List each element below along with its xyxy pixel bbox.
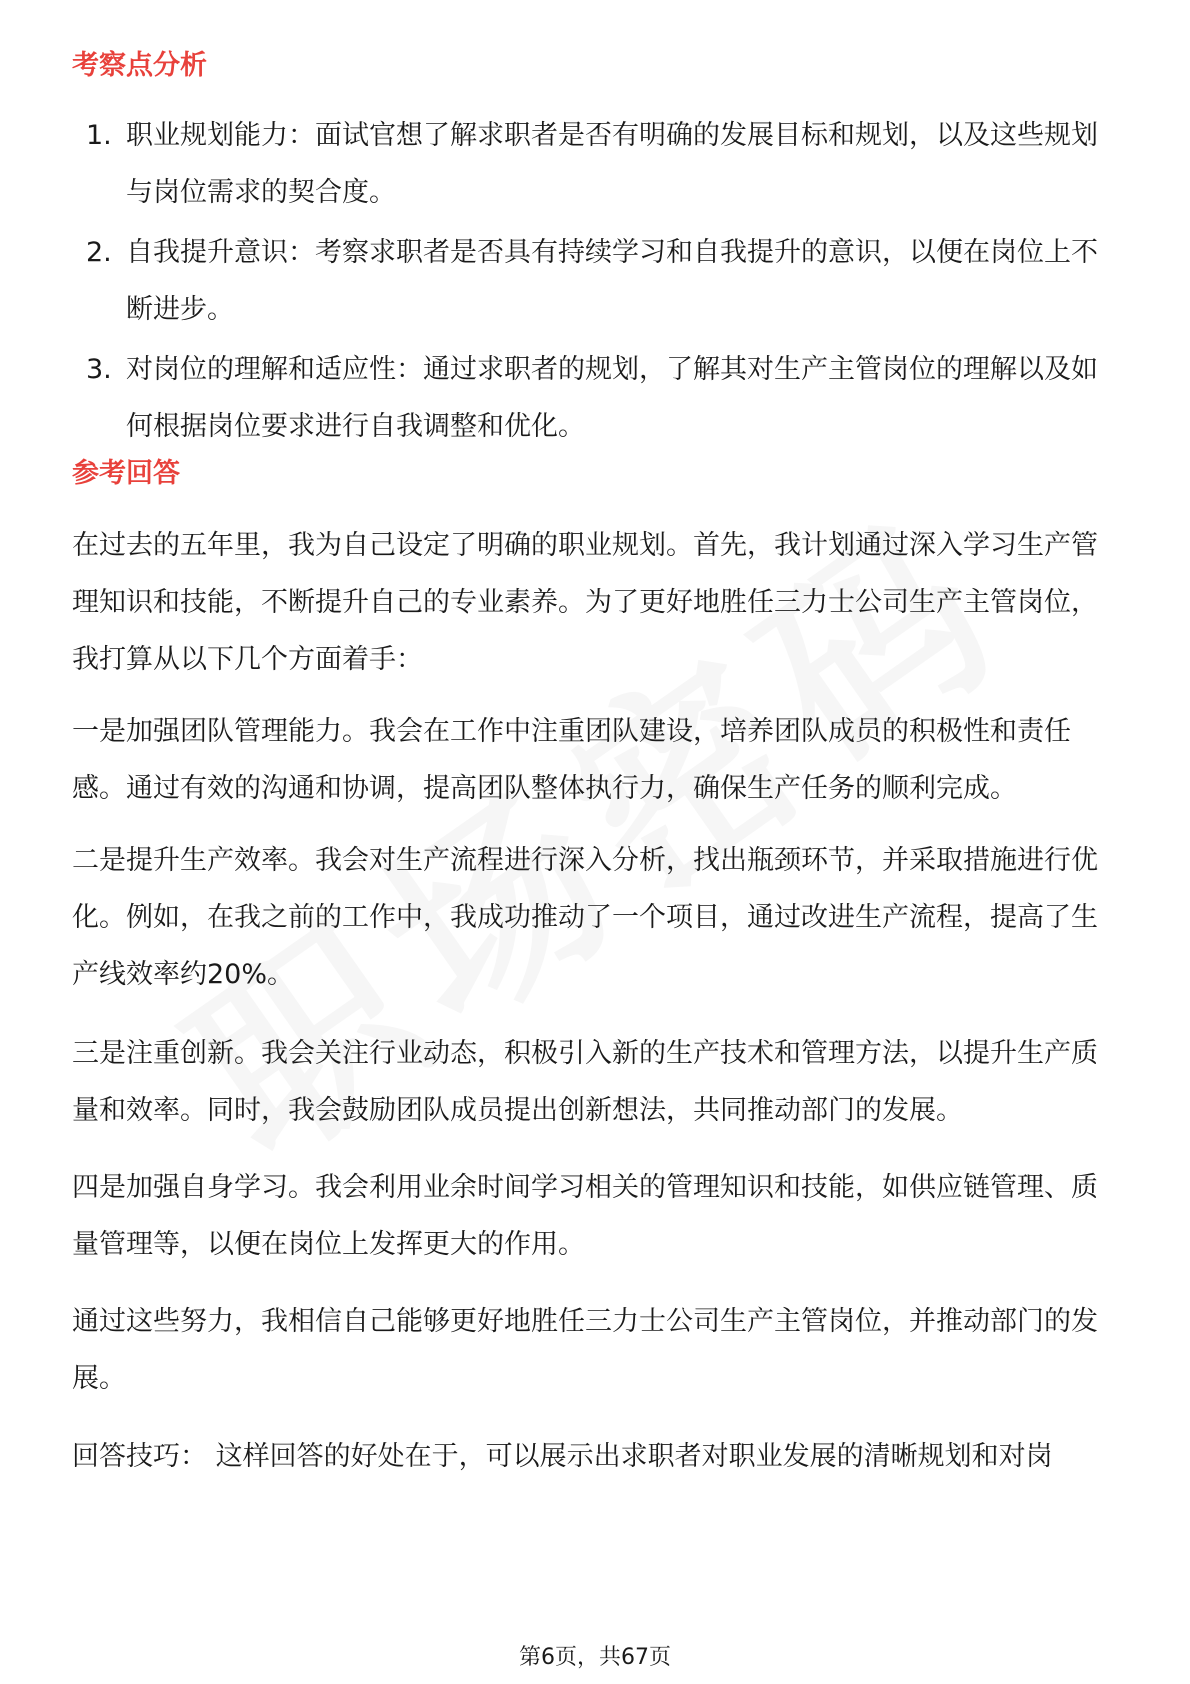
paragraph-learning: 四是加强自身学习。我会利用业余时间学习相关的管理知识和技能，如供应链管理、质量管理等，以便在岗位上发挥更大的作用。 xyxy=(72,1172,1098,1260)
list-item-text: 对岗位的理解和适应性：通过求职者的规划，了解其对生产主管岗位的理解以及如何根据岗位要求进行自我调整和优化。 xyxy=(126,354,1098,442)
list-item xyxy=(72,224,1122,338)
paragraph-conclusion: 通过这些努力，我相信自己能够更好地胜任三力士公司生产主管岗位，并推动部门的发展。 xyxy=(72,1306,1098,1394)
list-item xyxy=(72,107,1122,221)
paragraph-innovation: 三是注重创新。我会关注行业动态，积极引入新的生产技术和管理方法，以提升生产质量和效率。同时，我会鼓励团队成员提出创新想法，共同推动部门的发展。 xyxy=(72,1038,1098,1126)
list-item-text: 自我提升意识：考察求职者是否具有持续学习和自我提升的意识，以便在岗位上不断进步。 xyxy=(126,237,1098,325)
analysis-list xyxy=(72,107,1122,458)
list-item xyxy=(72,341,1122,455)
list-item-number: 3. xyxy=(86,354,112,385)
paragraph-efficiency: 二是提升生产效率。我会对生产流程进行深入分析，找出瓶颈环节，并采取措施进行优化。例如，在我之前的工作中，我成功推动了一个项目，通过改进生产流程，提高了生产线效率约20%。 xyxy=(72,845,1098,990)
paragraph-intro: 在过去的五年里，我为自己设定了明确的职业规划。首先，我计划通过深入学习生产管理知识和技能，不断提升自己的专业素养。为了更好地胜任三力士公司生产主管岗位，我打算从以下几个方面着手： xyxy=(72,530,1098,675)
page-footer: 第6页，共67页 xyxy=(519,1645,671,1670)
paragraph-tip: 回答技巧： 这样回答的好处在于，可以展示出求职者对职业发展的清晰规划和对岗 xyxy=(72,1441,1053,1472)
section-title-analysis: 考察点分析 xyxy=(72,50,207,81)
list-item-number: 1. xyxy=(86,120,112,151)
list-item-text: 职业规划能力：面试官想了解求职者是否有明确的发展目标和规划，以及这些规划与岗位需求的契合度。 xyxy=(126,120,1098,208)
paragraph-team: 一是加强团队管理能力。我会在工作中注重团队建设，培养团队成员的积极性和责任感。通过有效的沟通和协调，提高团队整体执行力，确保生产任务的顺利完成。 xyxy=(72,716,1071,804)
section-title-answer: 参考回答 xyxy=(72,458,180,489)
list-item-number: 2. xyxy=(86,237,112,268)
